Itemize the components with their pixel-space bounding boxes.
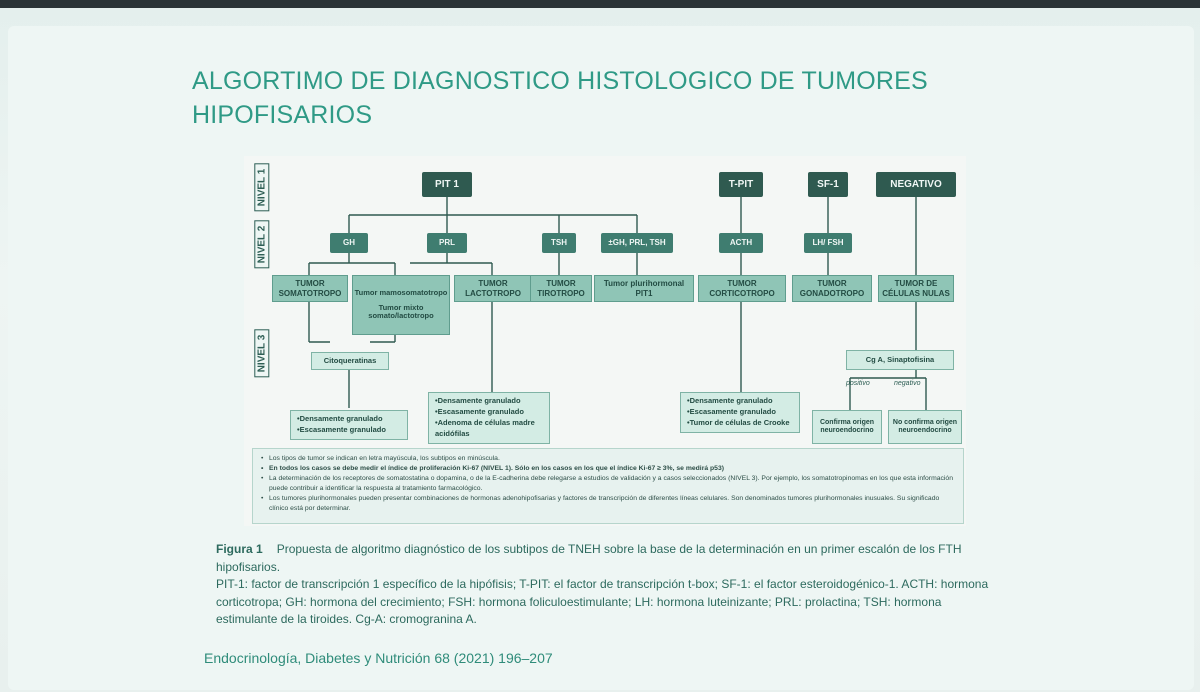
node-no-confirma: No confirma origen neuroendocrino — [888, 410, 962, 444]
tumor-mixto: Tumor mixto somato/lactotropo — [368, 302, 434, 321]
list-item: • Tumor de células de Crooke — [687, 418, 793, 429]
tumor-somatotropo: TUMOR SOMATOTROPO — [272, 275, 348, 302]
node-negativo: NEGATIVO — [876, 172, 956, 197]
label-negativo: negativo — [894, 380, 921, 387]
list-item: • Escasamente granulado — [297, 425, 401, 436]
list-item: • Densamente granulado — [297, 414, 401, 425]
slide-title: ALGORTIMO DE DIAGNOSTICO HISTOLOGICO DE TUMORES HIPOFISARIOS — [192, 67, 928, 129]
list-item: • Densamente granulado — [687, 396, 793, 407]
list-item: • Escasamente granulado — [435, 407, 543, 418]
list-corticotropo-subtypes — [680, 392, 800, 433]
node-cg-a-sinaptofisina: Cg A, Sinaptofisina — [846, 350, 954, 370]
tumor-celulas-nulas: TUMOR DE CÉLULAS NULAS — [878, 275, 954, 302]
figure-number: Figura 1 — [216, 542, 263, 556]
note-4: • Los tumores plurihormonales pueden presentar combinaciones de hormonas adenohipofisarias y factores de transcripción de diferentes líneas celulares. Son denominados tumores plurihormonales inusuales. Su significado clínico está por determinar. — [261, 494, 955, 514]
node-lhfsh: LH/ FSH — [804, 233, 852, 253]
node-sf1: SF-1 — [808, 172, 848, 197]
list-item: • Escasamente granulado — [687, 407, 793, 418]
tumor-mamosomatotropo: Tumor mamosomatotropo — [354, 288, 448, 298]
figure-caption — [216, 541, 1006, 629]
node-prl: PRL — [427, 233, 467, 253]
list-item: • Adenoma de células madre acidófilas — [435, 418, 543, 440]
node-tpit: T-PIT — [719, 172, 763, 197]
note-1: • Los tipos de tumor se indican en letra mayúscula, los subtipos en minúscula. — [261, 454, 955, 464]
caption-line-1: Propuesta de algoritmo diagnóstico de los subtipos de TNEH sobre la base de la determinación en un primer escalón de los FTH hipofisarios. — [216, 542, 962, 574]
node-confirma: Confirma origen neuroendocrino — [812, 410, 882, 444]
label-positivo: positivo — [846, 380, 870, 387]
tumor-tirotropo: TUMOR TIROTROPO — [530, 275, 592, 302]
figure-notes — [252, 448, 964, 524]
list-item: • Densamente granulado — [435, 396, 543, 407]
level-3-label: NIVEL 3 — [254, 330, 269, 378]
tumor-gonadotropo: TUMOR GONADOTROPO — [792, 275, 872, 302]
node-citoqueratinas: Citoqueratinas — [311, 352, 389, 370]
level-1-label: NIVEL 1 — [254, 164, 269, 212]
note-2: • En todos los casos se debe medir el índice de proliferación Ki-67 (NIVEL 1). Sólo en los casos en los que el índice Ki-67 ≥ 3%, se medirá p53) — [261, 464, 955, 474]
citation: Endocrinología, Diabetes y Nutrición 68 (2021) 196–207 — [204, 650, 553, 666]
node-multi-hormone: ±GH, PRL, TSH — [601, 233, 673, 253]
tumor-mamosomatotropo-group — [352, 275, 450, 335]
tumor-lactotropo: TUMOR LACTOTROPO — [454, 275, 532, 302]
node-gh: GH — [330, 233, 368, 253]
tumor-corticotropo: TUMOR CORTICOTROPO — [698, 275, 786, 302]
tumor-plurihormonal: Tumor plurihormonal PIT1 — [594, 275, 694, 302]
node-tsh: TSH — [542, 233, 576, 253]
note-3: • La determinación de los receptores de somatostatina o dopamina, o de la E-cadherina debe relegarse a estudios de validación y a casos seleccionados (NIVEL 3). Por ejemplo, los somatotropinomas en los que esta información puede contribuir a identificar la respuesta al tratamiento farmacológico. — [261, 474, 955, 494]
level-2-label: NIVEL 2 — [254, 221, 269, 269]
list-somatotropo-subtypes — [290, 410, 408, 440]
node-pit1: PIT 1 — [422, 172, 472, 197]
caption-line-2: PIT-1: factor de transcripción 1 específico de la hipófisis; T-PIT: el factor de transcripción t-box; SF-1: el factor esteroidogénico-1. ACTH: hormona corticotropa; GH: hormona del crecimiento; FSH: hormona foliculoestimulante; LH: hormona luteinizante; PRL: prolactina; TSH: hormona estimulante de la tiroides. Cg-A: cromogranina A. — [216, 577, 989, 626]
node-acth: ACTH — [719, 233, 763, 253]
list-lactotropo-subtypes — [428, 392, 550, 444]
